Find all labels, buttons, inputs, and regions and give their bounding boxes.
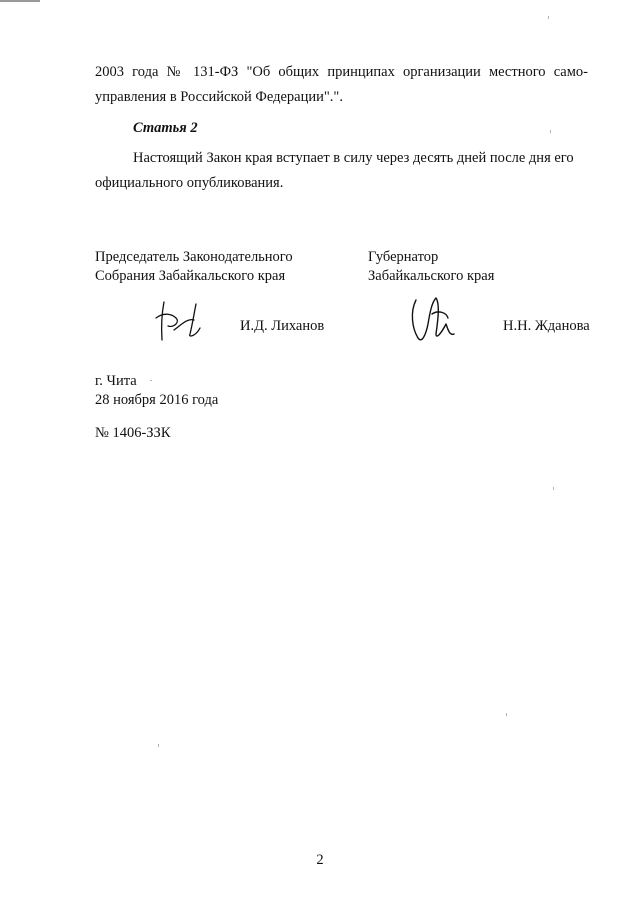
scan-speck (506, 713, 507, 716)
right-signature-image (402, 290, 462, 350)
left-signature-image (150, 296, 210, 346)
article2-text: Настоящий Закон края вступает в силу через десять дней после дня его официального опубликования. (95, 150, 574, 191)
law-number: № 1406-ЗЗК (95, 425, 171, 441)
left-signatory-title (95, 248, 293, 286)
scan-speck (553, 487, 554, 490)
right-signatory-title (368, 248, 494, 286)
left-title-line2: Собрания Забайкальского края (95, 268, 286, 284)
place-and-date (95, 372, 218, 410)
right-signatory-name: Н.Н. Жданова (503, 318, 590, 334)
scan-speck (150, 380, 152, 381)
right-title-line1: Губернатор (368, 249, 439, 265)
scan-artifact-line (0, 0, 40, 2)
scan-speck (548, 16, 549, 19)
scan-speck (550, 130, 551, 133)
page-number: 2 (316, 852, 324, 868)
city: г. Чита (95, 373, 137, 389)
article1-tail-line1: 2003 года № 131-ФЗ "Об общих принципах организации местного само- (95, 64, 588, 80)
left-title-line1: Председатель Законодательного (95, 249, 293, 265)
article2-heading: Статья 2 (133, 120, 198, 136)
scan-speck (158, 744, 159, 747)
date: 28 ноября 2016 года (95, 392, 219, 408)
right-title-line2: Забайкальского края (368, 268, 495, 284)
article1-tail-line2: управления в Российской Федерации".". (95, 89, 343, 105)
left-signatory-name: И.Д. Лиханов (240, 318, 325, 334)
